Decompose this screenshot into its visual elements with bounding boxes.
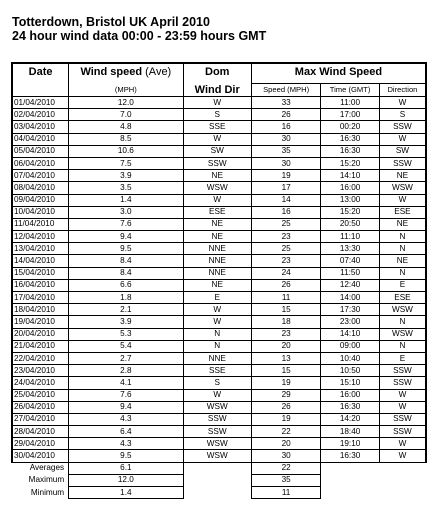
cell-max-time: 16:30 (321, 401, 380, 413)
cell-avg-speed: 9.5 (69, 450, 183, 462)
cell-max-direction: E (379, 279, 426, 291)
summary-blank (379, 474, 426, 486)
header-speed-mph: Speed (MPH) (251, 84, 320, 97)
table-row (12, 255, 426, 267)
cell-max-speed: 17 (251, 182, 320, 194)
table-row (12, 292, 426, 304)
cell-max-time: 16:30 (321, 145, 380, 157)
cell-max-time: 07:40 (321, 255, 380, 267)
cell-avg-speed: 7.0 (69, 109, 183, 121)
table-row (12, 243, 426, 255)
cell-avg-speed: 6.4 (69, 426, 183, 438)
summary-max: 11 (251, 487, 320, 499)
cell-max-speed: 35 (251, 145, 320, 157)
cell-max-direction: W (379, 401, 426, 413)
table-row (12, 450, 426, 462)
cell-dom-dir: W (183, 316, 251, 328)
summary-blank (183, 487, 251, 499)
header-wind-speed (69, 63, 183, 84)
cell-date: 14/04/2010 (12, 255, 69, 267)
cell-max-speed: 16 (251, 121, 320, 133)
cell-max-direction: W (379, 438, 426, 450)
cell-date: 16/04/2010 (12, 279, 69, 291)
table-row (12, 121, 426, 133)
cell-date: 13/04/2010 (12, 243, 69, 255)
header-date: Date (12, 63, 69, 84)
cell-dom-dir: WSW (183, 438, 251, 450)
cell-max-time: 16:00 (321, 389, 380, 401)
cell-max-time: 00:20 (321, 121, 380, 133)
cell-max-speed: 14 (251, 194, 320, 206)
header-max-wind: Max Wind Speed (251, 63, 426, 84)
cell-max-direction: N (379, 267, 426, 279)
cell-max-speed: 15 (251, 365, 320, 377)
cell-avg-speed: 7.6 (69, 389, 183, 401)
summary-label: Averages (29, 463, 65, 473)
cell-max-speed: 33 (251, 97, 320, 109)
cell-avg-speed: 1.4 (69, 194, 183, 206)
cell-max-time: 09:00 (321, 340, 380, 352)
cell-date: 30/04/2010 (12, 450, 69, 462)
cell-date: 07/04/2010 (12, 170, 69, 182)
cell-max-direction: W (379, 450, 426, 462)
cell-max-direction: NE (379, 218, 426, 230)
summary-blank (379, 487, 426, 499)
cell-max-direction: W (379, 97, 426, 109)
cell-dom-dir: WSW (183, 450, 251, 462)
table-row (12, 157, 426, 169)
cell-dom-dir: NE (183, 279, 251, 291)
cell-date: 17/04/2010 (12, 292, 69, 304)
cell-avg-speed: 5.4 (69, 340, 183, 352)
cell-max-direction: W (379, 133, 426, 145)
cell-max-speed: 25 (251, 218, 320, 230)
cell-avg-speed: 4.1 (69, 377, 183, 389)
cell-max-speed: 23 (251, 255, 320, 267)
cell-avg-speed: 10.6 (69, 145, 183, 157)
cell-dom-dir: N (183, 340, 251, 352)
cell-max-direction: WSW (379, 328, 426, 340)
cell-max-speed: 24 (251, 267, 320, 279)
cell-max-speed: 11 (251, 292, 320, 304)
header-time-gmt: Time (GMT) (321, 84, 380, 97)
cell-max-direction: WSW (379, 304, 426, 316)
cell-date: 05/04/2010 (12, 145, 69, 157)
cell-max-speed: 15 (251, 304, 320, 316)
cell-date: 22/04/2010 (12, 352, 69, 364)
cell-max-speed: 25 (251, 243, 320, 255)
cell-avg-speed: 12.0 (69, 97, 183, 109)
cell-max-time: 16:00 (321, 182, 380, 194)
cell-max-speed: 26 (251, 279, 320, 291)
summary-avg: 6.1 (69, 462, 183, 474)
summary-row (12, 462, 426, 474)
table-row (12, 206, 426, 218)
cell-avg-speed: 4.3 (69, 413, 183, 425)
table-row (12, 109, 426, 121)
cell-max-direction: SSW (379, 121, 426, 133)
cell-avg-speed: 1.8 (69, 292, 183, 304)
cell-max-direction: N (379, 231, 426, 243)
table-row (12, 218, 426, 230)
header-direction: Direction (379, 84, 426, 97)
cell-max-speed: 29 (251, 389, 320, 401)
header-wind-speed-label: Wind speed (80, 66, 143, 78)
table-row (12, 304, 426, 316)
cell-max-direction: W (379, 194, 426, 206)
summary-row (12, 474, 426, 486)
cell-avg-speed: 8.4 (69, 255, 183, 267)
cell-max-direction: SW (379, 145, 426, 157)
cell-avg-speed: 8.5 (69, 133, 183, 145)
cell-max-time: 18:40 (321, 426, 380, 438)
cell-avg-speed: 2.1 (69, 304, 183, 316)
cell-date: 06/04/2010 (12, 157, 69, 169)
cell-max-direction: SSW (379, 413, 426, 425)
cell-avg-speed: 5.3 (69, 328, 183, 340)
cell-dom-dir: NNE (183, 243, 251, 255)
cell-dom-dir: NNE (183, 255, 251, 267)
cell-max-direction: NE (379, 170, 426, 182)
cell-max-time: 11:50 (321, 267, 380, 279)
cell-max-direction: S (379, 109, 426, 121)
cell-date: 04/04/2010 (12, 133, 69, 145)
table-row (12, 401, 426, 413)
cell-avg-speed: 7.6 (69, 218, 183, 230)
cell-dom-dir: SSW (183, 157, 251, 169)
cell-max-direction: WSW (379, 182, 426, 194)
cell-max-speed: 16 (251, 206, 320, 218)
table-row (12, 231, 426, 243)
cell-dom-dir: WSW (183, 182, 251, 194)
cell-avg-speed: 3.9 (69, 316, 183, 328)
cell-date: 29/04/2010 (12, 438, 69, 450)
cell-dom-dir: SSW (183, 413, 251, 425)
cell-dom-dir: NNE (183, 267, 251, 279)
cell-max-time: 11:00 (321, 97, 380, 109)
header-date-blank (12, 84, 69, 97)
table-row (12, 328, 426, 340)
cell-date: 08/04/2010 (12, 182, 69, 194)
cell-max-direction: NE (379, 255, 426, 267)
cell-dom-dir: SSW (183, 426, 251, 438)
cell-max-time: 11:10 (321, 231, 380, 243)
cell-date: 02/04/2010 (12, 109, 69, 121)
header-dom: Dom (183, 63, 251, 84)
cell-max-direction: E (379, 352, 426, 364)
cell-max-time: 16:30 (321, 450, 380, 462)
cell-dom-dir: NNE (183, 352, 251, 364)
cell-max-speed: 19 (251, 377, 320, 389)
cell-max-time: 15:20 (321, 206, 380, 218)
cell-max-time: 14:20 (321, 413, 380, 425)
cell-dom-dir: N (183, 328, 251, 340)
cell-avg-speed: 3.0 (69, 206, 183, 218)
cell-max-speed: 20 (251, 438, 320, 450)
cell-max-direction: N (379, 243, 426, 255)
table-row (12, 170, 426, 182)
cell-max-time: 19:10 (321, 438, 380, 450)
cell-avg-speed: 8.4 (69, 267, 183, 279)
table-row (12, 352, 426, 364)
cell-date: 25/04/2010 (12, 389, 69, 401)
table-row (12, 340, 426, 352)
cell-date: 18/04/2010 (12, 304, 69, 316)
table-row (12, 377, 426, 389)
cell-date: 24/04/2010 (12, 377, 69, 389)
cell-dom-dir: E (183, 292, 251, 304)
cell-avg-speed: 3.5 (69, 182, 183, 194)
cell-dom-dir: W (183, 389, 251, 401)
table-row (12, 145, 426, 157)
cell-date: 10/04/2010 (12, 206, 69, 218)
title-location: Totterdown, Bristol UK April 2010 (12, 15, 210, 29)
cell-max-speed: 19 (251, 170, 320, 182)
cell-avg-speed: 4.8 (69, 121, 183, 133)
cell-dom-dir: W (183, 304, 251, 316)
cell-avg-speed: 3.9 (69, 170, 183, 182)
cell-max-time: 16:30 (321, 133, 380, 145)
cell-max-time: 14:10 (321, 170, 380, 182)
cell-max-speed: 20 (251, 340, 320, 352)
table-row (12, 267, 426, 279)
cell-avg-speed: 9.4 (69, 401, 183, 413)
table-row (12, 316, 426, 328)
cell-max-direction: ESE (379, 292, 426, 304)
cell-max-speed: 18 (251, 316, 320, 328)
cell-max-direction: SSW (379, 157, 426, 169)
summary-avg: 1.4 (69, 487, 183, 499)
cell-dom-dir: NE (183, 218, 251, 230)
summary-avg: 12.0 (69, 474, 183, 486)
cell-date: 11/04/2010 (12, 218, 69, 230)
cell-max-direction: N (379, 340, 426, 352)
cell-max-time: 15:20 (321, 157, 380, 169)
summary-row (12, 487, 426, 499)
cell-date: 12/04/2010 (12, 231, 69, 243)
cell-max-time: 13:30 (321, 243, 380, 255)
table-row (12, 194, 426, 206)
cell-dom-dir: W (183, 133, 251, 145)
cell-date: 26/04/2010 (12, 401, 69, 413)
cell-max-direction: SSW (379, 377, 426, 389)
cell-max-direction: ESE (379, 206, 426, 218)
cell-dom-dir: W (183, 194, 251, 206)
cell-max-speed: 26 (251, 401, 320, 413)
header-wind-dir: Wind Dir (183, 84, 251, 97)
cell-max-speed: 13 (251, 352, 320, 364)
summary-blank (379, 462, 426, 474)
summary-max: 22 (251, 462, 320, 474)
table-row (12, 133, 426, 145)
cell-avg-speed: 2.7 (69, 352, 183, 364)
cell-max-direction: SSW (379, 365, 426, 377)
cell-dom-dir: WSW (183, 401, 251, 413)
cell-date: 15/04/2010 (12, 267, 69, 279)
cell-date: 23/04/2010 (12, 365, 69, 377)
cell-max-speed: 23 (251, 328, 320, 340)
cell-max-direction: N (379, 316, 426, 328)
cell-avg-speed: 7.5 (69, 157, 183, 169)
cell-max-direction: SSW (379, 426, 426, 438)
title-description: 24 hour wind data 00:00 - 23:59 hours GMT (12, 29, 267, 43)
cell-max-time: 15:10 (321, 377, 380, 389)
summary-blank (183, 462, 251, 474)
cell-max-time: 13:00 (321, 194, 380, 206)
table-row (12, 97, 426, 109)
table-row (12, 413, 426, 425)
table-row (12, 389, 426, 401)
cell-max-speed: 23 (251, 231, 320, 243)
cell-max-time: 23:00 (321, 316, 380, 328)
table-row (12, 438, 426, 450)
cell-date: 28/04/2010 (12, 426, 69, 438)
cell-dom-dir: NE (183, 231, 251, 243)
cell-max-time: 17:00 (321, 109, 380, 121)
cell-max-speed: 22 (251, 426, 320, 438)
cell-max-time: 20:50 (321, 218, 380, 230)
cell-max-time: 14:00 (321, 292, 380, 304)
cell-avg-speed: 9.4 (69, 231, 183, 243)
table-row (12, 182, 426, 194)
cell-max-speed: 19 (251, 413, 320, 425)
summary-blank (321, 462, 380, 474)
cell-dom-dir: S (183, 377, 251, 389)
cell-max-time: 10:50 (321, 365, 380, 377)
cell-max-direction: W (379, 389, 426, 401)
cell-date: 09/04/2010 (12, 194, 69, 206)
cell-date: 01/04/2010 (12, 97, 69, 109)
cell-date: 03/04/2010 (12, 121, 69, 133)
cell-max-speed: 26 (251, 109, 320, 121)
table-row (12, 279, 426, 291)
summary-label: Maximum (28, 475, 65, 485)
wind-data-table (11, 62, 427, 499)
cell-max-speed: 30 (251, 133, 320, 145)
cell-max-time: 17:30 (321, 304, 380, 316)
cell-date: 21/04/2010 (12, 340, 69, 352)
cell-date: 20/04/2010 (12, 328, 69, 340)
cell-max-time: 14:10 (321, 328, 380, 340)
cell-dom-dir: SSE (183, 365, 251, 377)
cell-dom-dir: SSE (183, 121, 251, 133)
cell-max-time: 10:40 (321, 352, 380, 364)
summary-blank (321, 474, 380, 486)
cell-avg-speed: 9.5 (69, 243, 183, 255)
summary-blank (183, 474, 251, 486)
table-row (12, 365, 426, 377)
table-row (12, 426, 426, 438)
cell-dom-dir: W (183, 97, 251, 109)
cell-dom-dir: NE (183, 170, 251, 182)
summary-label: Minimum (30, 487, 65, 497)
cell-dom-dir: ESE (183, 206, 251, 218)
cell-max-time: 12:40 (321, 279, 380, 291)
cell-avg-speed: 4.3 (69, 438, 183, 450)
cell-dom-dir: SW (183, 145, 251, 157)
header-mph: (MPH) (69, 84, 183, 97)
header-wind-speed-ave: (Ave) (145, 66, 172, 78)
summary-blank (321, 487, 380, 499)
cell-avg-speed: 6.6 (69, 279, 183, 291)
cell-date: 19/04/2010 (12, 316, 69, 328)
cell-avg-speed: 2.8 (69, 365, 183, 377)
cell-date: 27/04/2010 (12, 413, 69, 425)
cell-max-speed: 30 (251, 157, 320, 169)
cell-dom-dir: S (183, 109, 251, 121)
summary-max: 35 (251, 474, 320, 486)
cell-max-speed: 30 (251, 450, 320, 462)
